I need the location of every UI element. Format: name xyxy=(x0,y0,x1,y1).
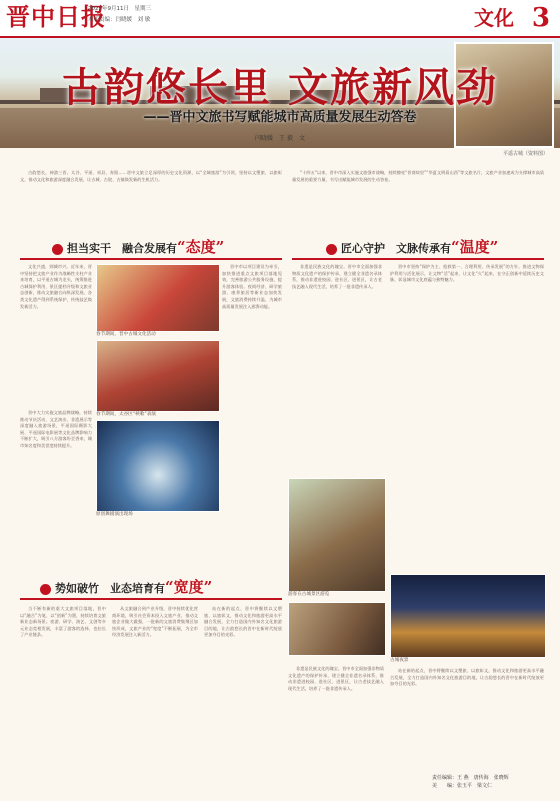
photo-crowd xyxy=(96,340,220,412)
section1-column-1: 文化兴盛，则城市兴。近年来，晋中坚持把文旅产业作为战略性支柱产业来培育，以平遥古城为龙头，统筹推进古城保护利用、景区提档升级和文旅业态创新，推动文旅融合向纵深发展。各类文化遗产得到系统保护，传统技艺焕发新活力。 xyxy=(20,264,92,309)
photo-caption: 春节期间，太谷区“秧歌”表演 xyxy=(96,412,156,417)
photo-night-scene xyxy=(390,574,546,658)
section3-keyword: “宽度” xyxy=(165,578,213,596)
section3-column-2: 从文旅融合到产业升级，晋中持续优化营商环境，吸引社会资本投入文旅产业，推动文旅企业做大做强，一批新的文旅消费集聚区加快形成，文旅产业的“宽度”不断拓展，为全市经济发展注入新活力。 xyxy=(112,606,198,638)
section3-right-text-2: 站在新的起点，晋中将继续以文塑旅、以旅彰文，推动文化和旅游更高水平融合发展，全力打造国内外知名文化旅游目的地，让古韵悠长的晋中在新时代绽放更加夺目的光彩。 xyxy=(390,668,544,687)
section2-column-1: 非遗是民族文化的瑰宝。晋中市全面加强非物质文化遗产的保护传承，建立健全非遗名录体系，推动非遗进校园、进社区、进景区，让古老技艺融入现代生活，培养了一批非遗传承人。 xyxy=(292,264,382,289)
byline: 闫晓媛 王 毅 文 xyxy=(255,135,305,142)
page-number: 3 xyxy=(531,3,550,33)
photo-caption: 古城夜景 xyxy=(390,658,409,663)
newspaper-logo: 晋中日报 xyxy=(6,2,106,31)
section-badge-icon xyxy=(52,244,63,255)
hero-inset-caption: 平遥古城（资料图） xyxy=(502,151,548,157)
section2-rule xyxy=(292,258,544,260)
credits-line-2: 美 编：张玉平 梁文仁 xyxy=(432,783,493,789)
section2-column-2: 晋中市坚持“保护为主、抢救第一、合理利用、传承发展”的方针，推进文物保护利用与活化展示，让文物“活”起来、让文化“火”起来，在守正创新中延续历史文脉，彰显城市文化底蕴与独特魅力。 xyxy=(390,264,544,283)
section3-column-1: 当不断有新的重大文旅项目落地，晋中以“融合”为笔、以“创新”为墨，持续培育文旅新业态新场景。夜游、研学、演艺、文创等多元业态竞相发展，丰富了游客的选择，也拉长了产业链条。 xyxy=(20,606,106,638)
credits xyxy=(432,774,552,790)
photo-architecture xyxy=(288,602,386,656)
photo-caption: 游客在古城景区游览 xyxy=(288,592,330,597)
section2-keyword: “温度” xyxy=(451,238,499,256)
subheadline: ——晋中文旅书写赋能城市高质量发展生动答卷 xyxy=(143,110,417,125)
section1-column-2: 晋中大力实施文旅品牌战略，持续推动节庆活动、文艺演出、非遗展示等深度融入旅游场景，平遥国际摄影大展、平遥国际电影展等文化品牌影响力不断扩大，吸引八方游客纷至沓来，城市知名度和美誉度持续提升。 xyxy=(20,410,92,448)
photo-stage-performance xyxy=(96,420,220,512)
section3-column-3: 站在新的起点，晋中将继续以文塑旅、以旅彰文，推动文化和旅游更高水平融合发展，全力打造国内外知名文化旅游目的地，让古韵悠长的晋中在新时代绽放更加夺目的光彩。 xyxy=(204,606,282,638)
section-name: 文化 xyxy=(474,6,514,30)
section-badge-icon xyxy=(40,584,51,595)
headline: 古韵悠长里 文旅新风劲 xyxy=(62,64,498,111)
section-badge-icon xyxy=(326,244,337,255)
section1-heading: 担当实干 融合发展有“态度” xyxy=(52,240,252,256)
section3-rule xyxy=(20,598,282,600)
masthead xyxy=(0,0,560,38)
section3-right-text-1: 非遗是民族文化的瑰宝。晋中市全面加强非物质文化遗产的保护传承，建立健全非遗名录体系，推动非遗进校园、进社区、进景区，让古老技艺融入现代生活，培养了一批非遗传承人。 xyxy=(288,666,384,691)
photo-lion-dance xyxy=(96,264,220,332)
section1-column-3: 晋中市以项目建设为牵引，加快推进重点文旅项目落地见效，完善旅游公共服务设施，提升游客体验。夜间经济、研学旅游、康养旅居等新业态加快发展，文旅消费持续升温，为城市高质量发展注入澎湃动能。 xyxy=(222,264,282,309)
photo-ancient-street xyxy=(288,478,386,592)
issue-date: 2025年9月11日 星期三 xyxy=(88,6,151,12)
issue-editor: 本版责编：闫晓媛 刘 敏 xyxy=(88,17,151,23)
credits-line-1: 责任编辑：王 燕 唐传海 张晓辉 xyxy=(432,775,509,781)
section2-heading: 匠心守护 文脉传承有“温度” xyxy=(326,240,536,256)
intro-column-1: 古韵悠长，神游三晋。太谷、平遥、祁县、寿阳……晋中文旅立足深厚的历史文化资源，以“全域旅游”为引领，坚持以文塑旅、以旅彰文，推动文化和旅游深度融合发展，让古城、古院、古镇焕发新的生机活力。 xyxy=(20,170,282,182)
intro-column-2: “十四五”以来，晋中市深入实施文旅强市战略，持续擦亮“晋商故里”“华夏文明看山西”等文旅名片，文旅产业加速成为支撑城市高质量发展的重要力量，书写出赋能城市发展的生动答卷。 xyxy=(292,170,544,182)
photo-caption: 原创舞剧演出现场 xyxy=(96,512,133,517)
section1-rule xyxy=(20,258,282,260)
section1-keyword: “态度” xyxy=(177,238,225,256)
section3-heading: 势如破竹 业态培育有“宽度” xyxy=(40,580,270,596)
photo-caption: 春节期间，晋中古城文化活动 xyxy=(96,332,156,337)
